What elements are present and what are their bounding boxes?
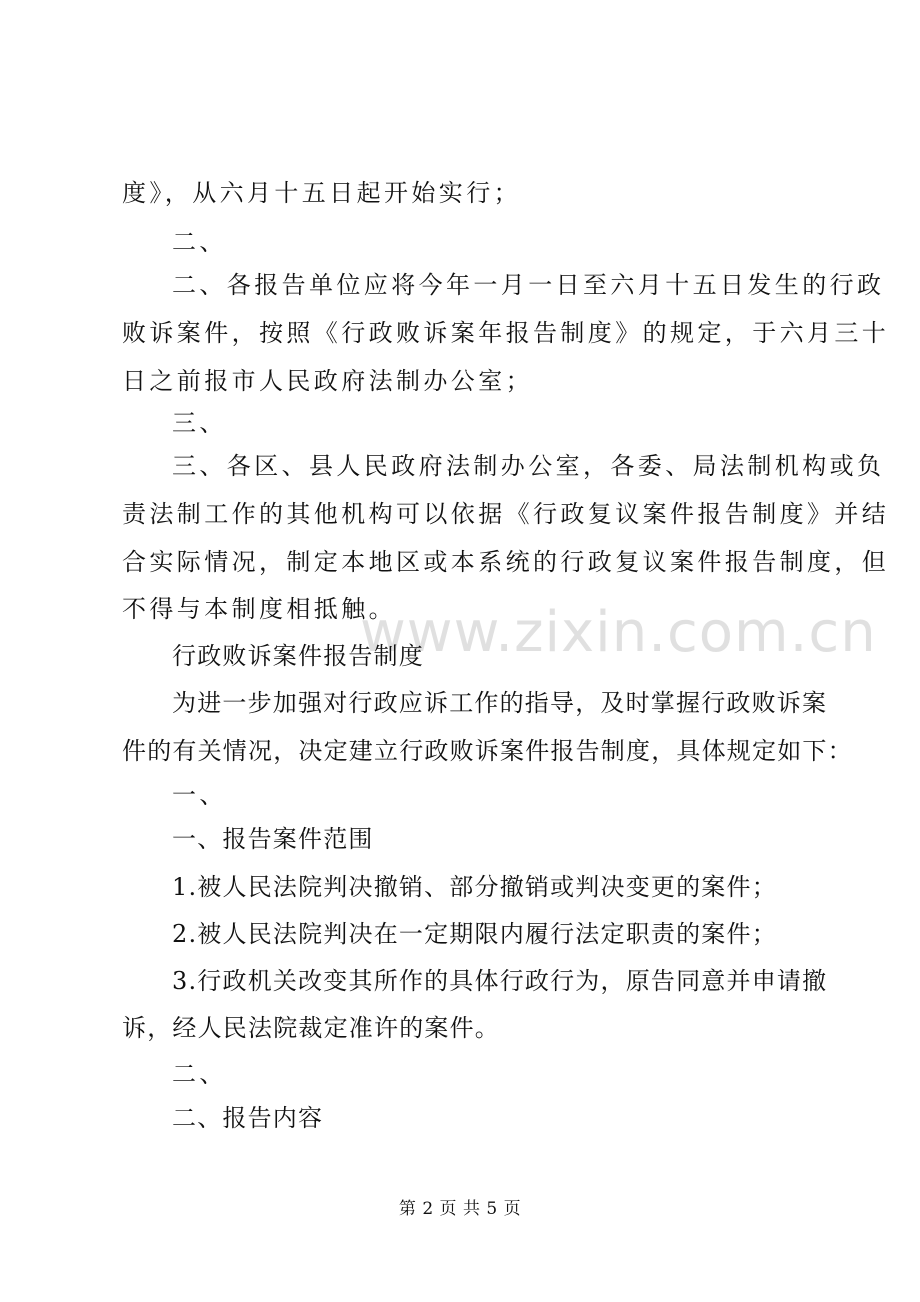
text-line: 件的有关情况，决定建立行政败诉案件报告制度，具体规定如下：: [122, 737, 853, 765]
text-line: 三、各区、县人民政府法制办公室，各委、局法制机构或负: [172, 452, 885, 480]
list-item: 3.行政机关改变其所作的具体行政行为，原告同意并申请撤: [172, 967, 828, 995]
text-line: 度》，从六月十五日起开始实行；: [122, 179, 521, 207]
text-line: 不得与本制度相抵触。: [122, 595, 396, 623]
list-item: 2.被人民法院判决在一定期限内履行法定职责的案件；: [172, 920, 777, 948]
document-title: 行政败诉案件报告制度: [172, 642, 424, 670]
text-line: 日之前报市人民政府法制办公室；: [122, 367, 533, 395]
text-line: 诉，经人民法院裁定准许的案件。: [122, 1014, 500, 1042]
text-line: 二、各报告单位应将今年一月一日至六月十五日发生的行政: [172, 271, 885, 299]
page-number: 第 2 页 共 5 页: [398, 1199, 522, 1219]
section-heading: 三、: [172, 409, 227, 437]
watermark: www.zixin.com.cn: [360, 600, 877, 665]
text-line: 为进一步加强对行政应诉工作的指导，及时掌握行政败诉案: [172, 689, 828, 717]
section-heading: 一、: [172, 781, 227, 809]
section-heading: 二、: [172, 1060, 227, 1088]
section-heading: 二、报告内容: [172, 1104, 324, 1132]
text-line: 败诉案件，按照《行政败诉案年报告制度》的规定，于六月三十: [122, 319, 890, 347]
section-heading: 二、: [172, 228, 227, 256]
text-line: 责法制工作的其他机构可以依据《行政复议案件报告制度》并结: [122, 500, 890, 528]
list-item: 1.被人民法院判决撤销、部分撤销或判决变更的案件；: [172, 873, 777, 901]
text-line: 合实际情况，制定本地区或本系统的行政复议案件报告制度，但: [122, 548, 890, 576]
section-heading: 一、报告案件范围: [172, 825, 374, 853]
